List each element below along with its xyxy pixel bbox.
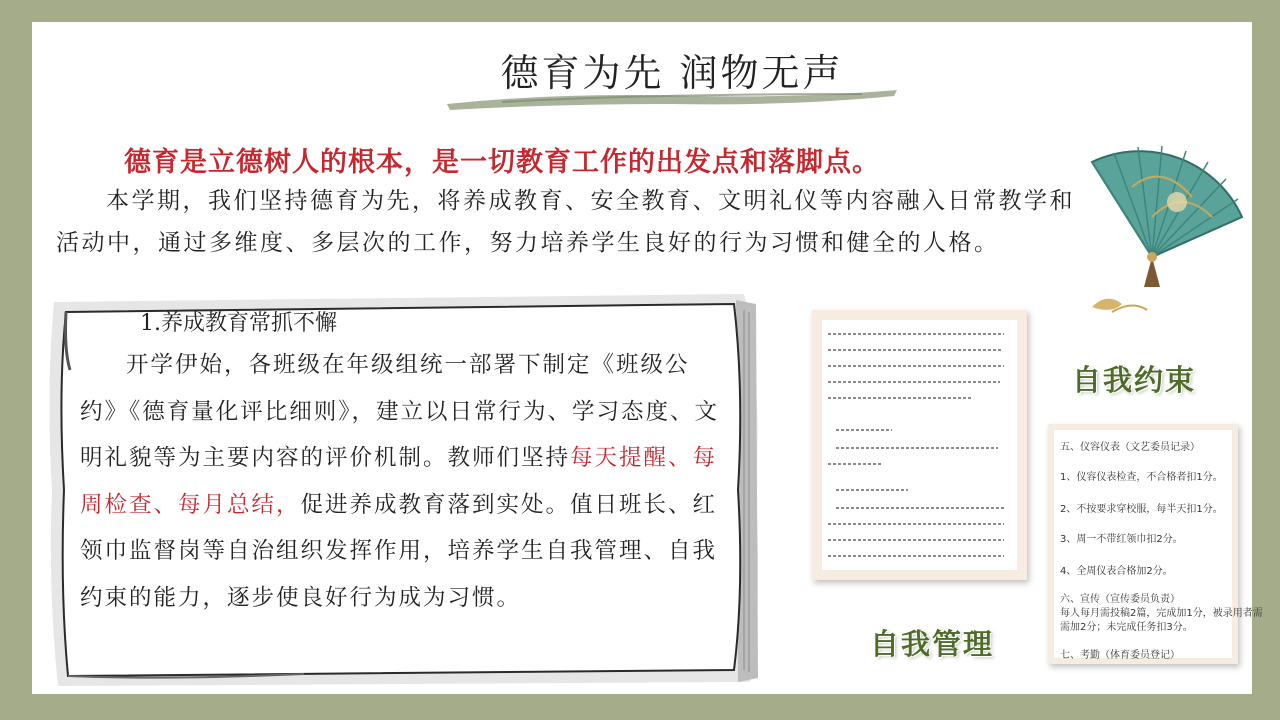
section-heading: 1.养成教育常抓不懈	[140, 311, 337, 336]
section-body-highlight: 每天提醒、每周检查、每月总结，	[80, 445, 718, 518]
doc-line: 六、宣传（宣传委员负责）	[1060, 594, 1180, 605]
doc-line: 需加2分；未完成任务扣3分。	[1060, 622, 1193, 633]
document-page-right	[1054, 430, 1263, 661]
document-page-left	[822, 320, 1017, 570]
intro-paragraph: 本学期，我们坚持德育为先，将养成教育、安全教育、文明礼仪等内容融入日常教学和活动中，通过多维度、多层次的工作，努力培养学生良好的行为习惯和健全的人格。	[56, 188, 1075, 256]
slide	[32, 22, 1263, 694]
doc-line: 五、仪容仪表（文艺委员记录）	[1060, 442, 1200, 453]
doc-line: 每人每月需投稿2篇，完成加1分，被录用者需	[1060, 608, 1263, 619]
document-photo-right	[1048, 424, 1263, 664]
title-area	[442, 42, 902, 112]
document-photo-left	[812, 310, 1027, 580]
doc-line: 3、周一不带红领巾扣2分。	[1060, 534, 1183, 545]
doc-line: 七、考勤（体育委员登记）	[1060, 650, 1180, 661]
section-body-part1: 开学伊始，各班级在年级组统一部署下制定《班级公约》《德育量化评比细则》，建立以日常行为、学习态度、文明礼貌等为主要内容的评价机制。教师们坚持	[80, 352, 720, 471]
section-body-part2: 促进养成教育落到实处。值日班长、红领巾监督岗等自治组织发挥作用，培养学生自我管理、自我约束的能力，逐步使良好行为成为习惯。	[80, 491, 718, 611]
page-title: 德育为先 润物无声	[500, 51, 844, 95]
doc-line: 2、不按要求穿校服，每半天扣1分。	[1060, 504, 1223, 515]
section-body	[80, 342, 720, 621]
label-self-discipline: 自我约束	[1072, 363, 1197, 397]
lead-statement: 德育是立德树人的根本，是一切教育工作的出发点和落脚点。	[124, 147, 880, 178]
doc-line: 1、仪容仪表检查，不合格者扣1分。	[1060, 472, 1223, 483]
doc-line: 4、全周仪表合格加2分。	[1060, 566, 1173, 577]
folding-fan-decoration	[1072, 132, 1252, 322]
label-self-management: 自我管理	[870, 627, 995, 661]
